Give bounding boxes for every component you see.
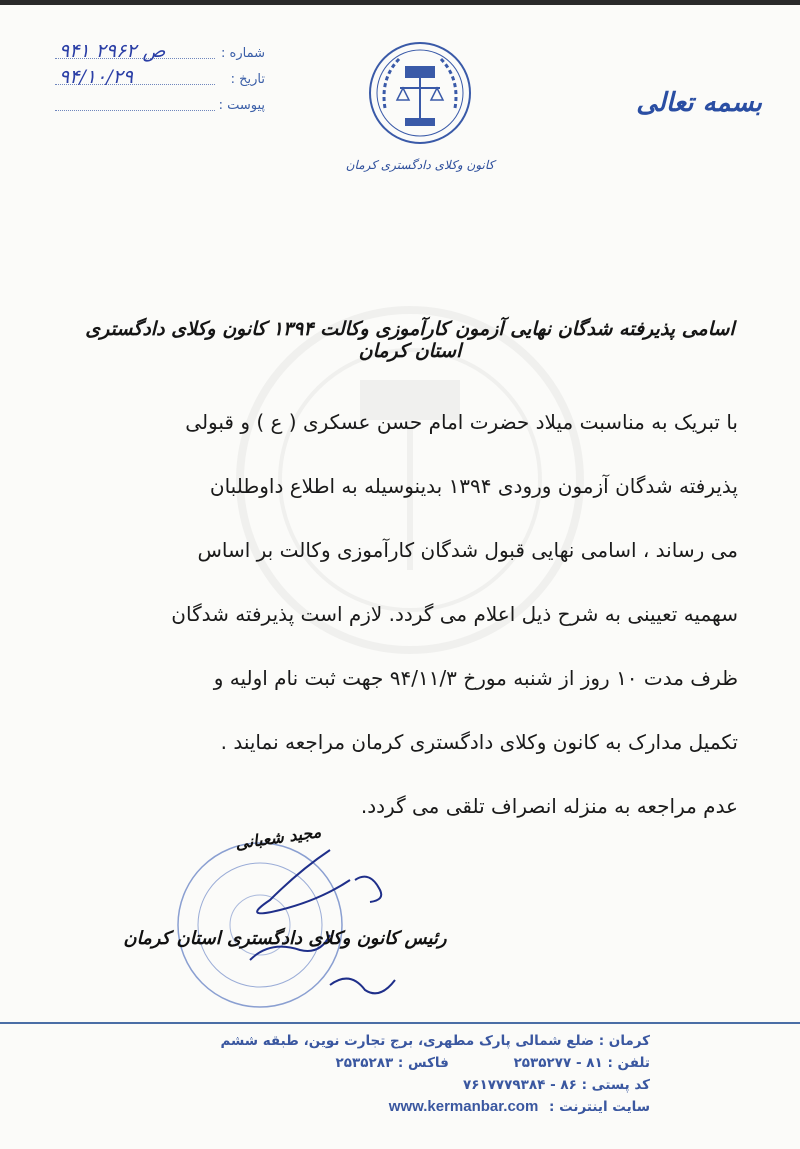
body-line: پذیرفته شدگان آزمون ورودی ۱۳۹۴ بدینوسیله به اطلاع داوطلبان bbox=[209, 474, 738, 498]
top-border bbox=[0, 0, 800, 5]
organization-name: کانون وکلای دادگستری کرمان bbox=[345, 158, 495, 172]
attachment-label: پیوست : bbox=[218, 98, 265, 113]
letter-body bbox=[110, 390, 738, 838]
number-label: شماره : bbox=[221, 46, 265, 61]
footer-fax: فاکس : ۲۵۳۵۲۸۳ bbox=[335, 1055, 449, 1071]
body-line: می رساند ، اسامی نهایی قبول شدگان کارآموزی وکالت بر اساس bbox=[197, 538, 738, 562]
footer-address: کرمان : ضلع شمالی پارک مطهری، برج تجارت نوین، طبقه ششم bbox=[220, 1033, 650, 1049]
letterhead-footer bbox=[220, 1030, 650, 1118]
body-line: با تبریک به مناسبت میلاد حضرت امام حسن عسکری ( ع ) و قبولی bbox=[185, 410, 738, 434]
bar-association-emblem-icon bbox=[365, 38, 475, 148]
footer-phone: تلفن : ۸۱ - ۲۵۳۵۲۷۷ bbox=[513, 1055, 650, 1071]
body-line: ظرف مدت ۱۰ روز از شنبه مورخ ۹۴/۱۱/۳ جهت ثبت نام اولیه و bbox=[213, 666, 738, 690]
footer-website-label: سایت اینترنت : bbox=[549, 1099, 650, 1115]
footer-postal-code: کد پستی : ۸۶ - ۷۶۱۷۷۷۹۳۸۴ bbox=[462, 1077, 650, 1093]
date-label: تاریخ : bbox=[230, 72, 265, 87]
attachment-row bbox=[55, 94, 265, 120]
handwritten-signature bbox=[180, 840, 440, 1010]
basmala-heading: بسمه تعالی bbox=[636, 88, 762, 118]
body-line: عدم مراجعه به منزله انصراف تلقی می گردد. bbox=[360, 794, 738, 818]
number-value: ۹۴۱ ص ۲۹۶۲ bbox=[59, 40, 166, 62]
body-line: تکمیل مدارک به کانون وکلای دادگستری کرمان مراجعه نمایند . bbox=[220, 730, 738, 754]
signatory-title: رئیس کانون وکلای دادگستری استان کرمان bbox=[123, 928, 447, 949]
document-title: اسامی پذیرفته شدگان نهایی آزمون کارآموزی وکالت ۱۳۹۴ کانون وکلای دادگستری استان کرمان bbox=[85, 318, 735, 362]
letter-meta bbox=[55, 42, 265, 120]
date-value: ۹۴/۱۰/۲۹ bbox=[59, 66, 134, 88]
body-line: سهمیه تعیینی به شرح ذیل اعلام می گردد. لازم است پذیرفته شدگان bbox=[171, 602, 738, 626]
date-row bbox=[55, 68, 265, 94]
signatory-name: مجید شعبانی bbox=[234, 822, 323, 853]
attachment-dots bbox=[55, 110, 215, 111]
number-row bbox=[55, 42, 265, 68]
footer-website-link[interactable]: www.kermanbar.com bbox=[388, 1098, 539, 1115]
footer-divider bbox=[0, 1022, 800, 1024]
